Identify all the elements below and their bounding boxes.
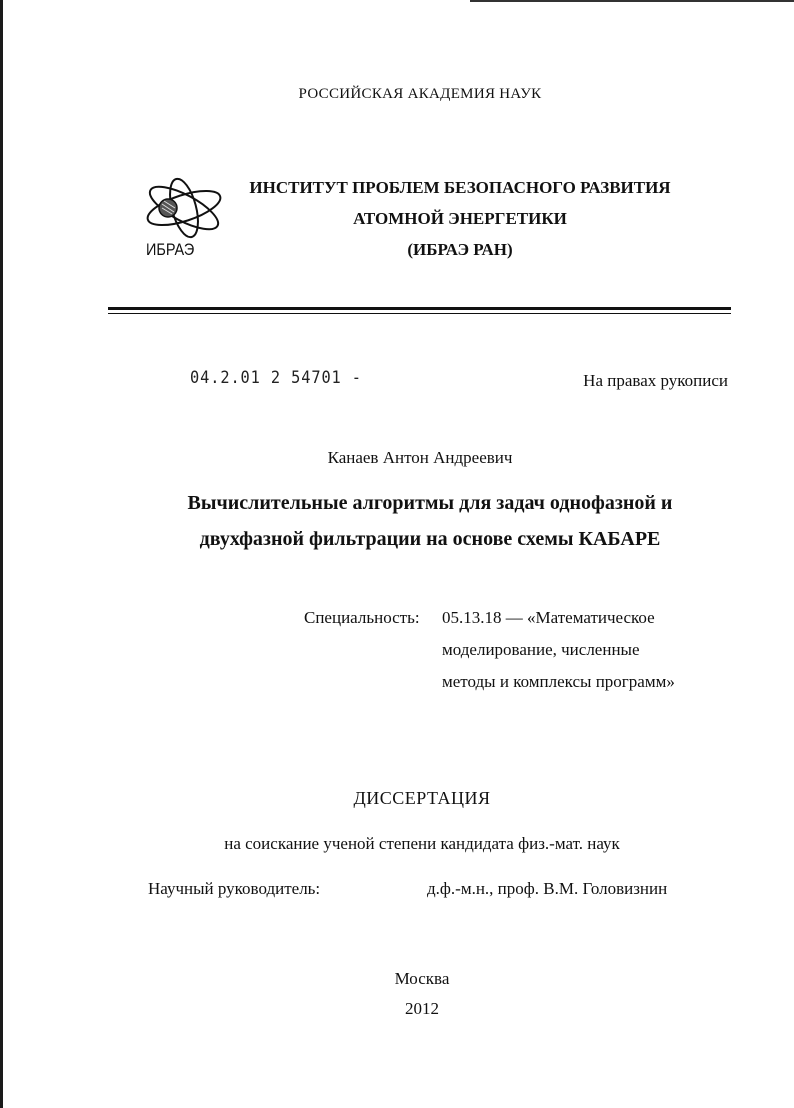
header-divider-thin: [108, 313, 731, 314]
header-divider-thick: [108, 307, 731, 310]
scan-edge-left: [0, 0, 3, 1108]
specialty-line3: методы и комплексы программ»: [442, 672, 675, 691]
specialty-line2: моделирование, численные: [442, 640, 640, 659]
author-name: Канаев Антон Андреевич: [327, 448, 513, 467]
library-stamp-number: 04.2.01 2 54701 -: [190, 368, 362, 388]
atom-orbits-icon: [140, 174, 232, 244]
degree-statement: на соискание ученой степени кандидата физ.-мат. наук: [224, 834, 620, 853]
manuscript-rights-note: На правах рукописи: [583, 371, 728, 390]
specialty-label: Специальность:: [304, 608, 420, 627]
city: Москва: [394, 969, 450, 988]
institute-abbreviation: (ИБРАЭ РАН): [407, 240, 513, 259]
specialty-line1: 05.13.18 — «Математическое: [442, 608, 655, 627]
thesis-title-line2: двухфазной фильтрации на основе схемы КАБАРЕ: [199, 528, 661, 550]
logo-caption: ИБРАЭ: [146, 240, 195, 259]
year: 2012: [405, 999, 439, 1018]
supervisor-name: д.ф.-м.н., проф. В.М. Головизнин: [427, 879, 668, 898]
scan-edge-top: [470, 0, 794, 2]
institute-name-line2: АТОМНОЙ ЭНЕРГЕТИКИ: [353, 209, 567, 228]
academy-name: РОССИЙСКАЯ АКАДЕМИЯ НАУК: [298, 86, 542, 102]
institute-name-line1: ИНСТИТУТ ПРОБЛЕМ БЕЗОПАСНОГО РАЗВИТИЯ: [249, 178, 671, 197]
thesis-title-line1: Вычислительные алгоритмы для задач однофазной и: [187, 492, 673, 514]
supervisor-label: Научный руководитель:: [148, 879, 321, 898]
document-type: ДИССЕРТАЦИЯ: [353, 788, 491, 808]
